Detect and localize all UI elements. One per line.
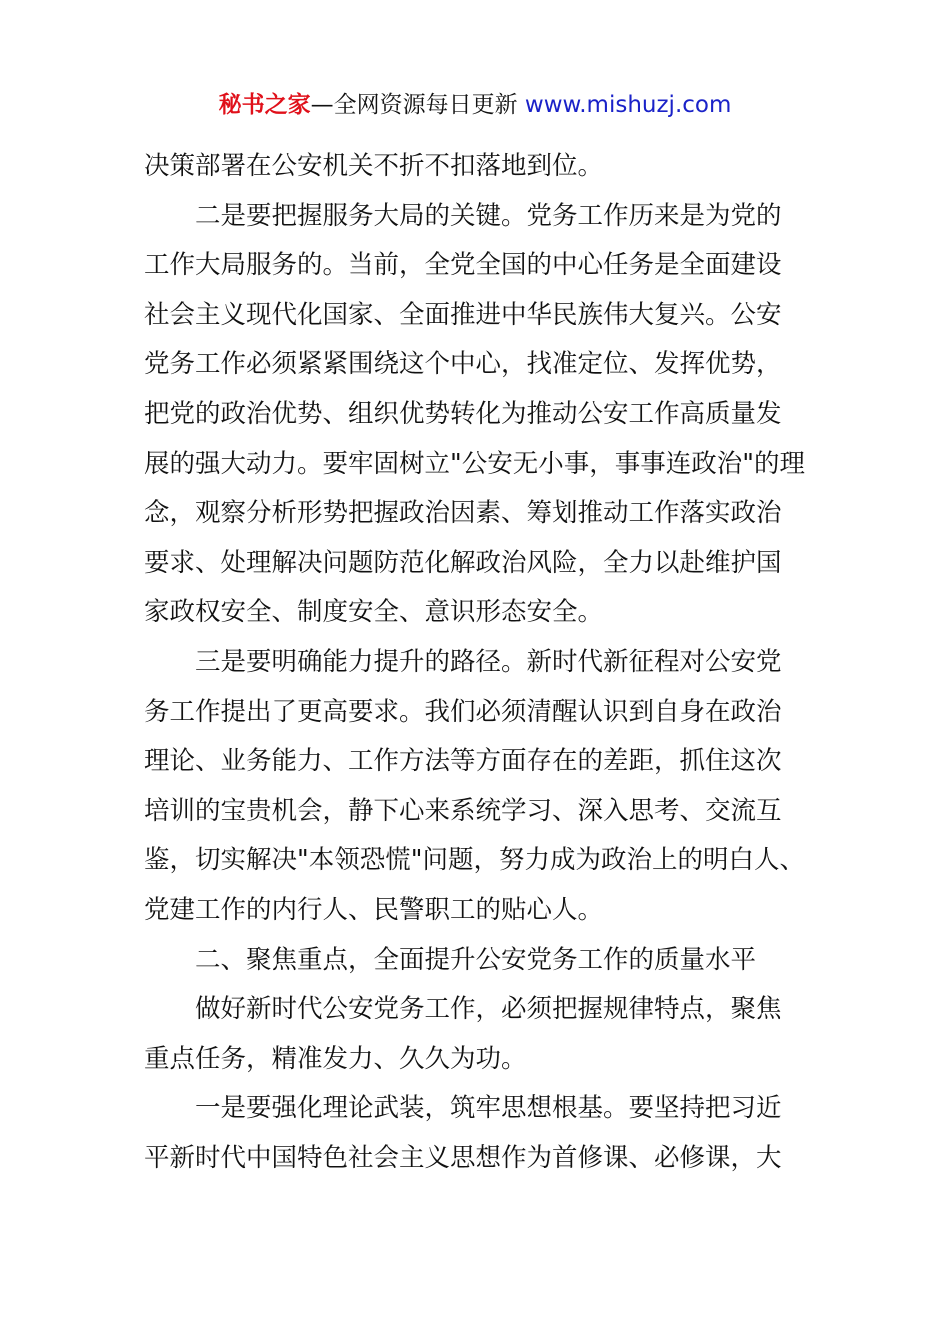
- text-line: 要求、处理解决问题防范化解政治风险，全力以赴维护国: [144, 547, 782, 578]
- header-tagline: —全网资源每日更新: [310, 92, 525, 118]
- text-line: 家政权安全、制度安全、意识形态安全。: [144, 597, 604, 628]
- document-body: [144, 146, 810, 1187]
- text-line: 社会主义现代化国家、全面推进中华民族伟大复兴。公安: [144, 299, 782, 330]
- document-header: [0, 88, 950, 122]
- text-line: 一是要强化理论武装，筑牢思想根基。要坚持把习近: [195, 1093, 782, 1124]
- text-line: 务工作提出了更高要求。我们必须清醒认识到自身在政治: [144, 696, 782, 727]
- text-line: 把党的政治优势、组织优势转化为推动公安工作高质量发: [144, 398, 782, 429]
- header-url: www.mishuzj.com: [524, 92, 732, 118]
- text-line: 工作大局服务的。当前，全党全国的中心任务是全面建设: [144, 250, 782, 281]
- text-line: 做好新时代公安党务工作，必须把握规律特点，聚焦: [195, 994, 782, 1025]
- text-line: 展的强大动力。要牢固树立"公安无小事，事事连政治"的理: [144, 448, 805, 479]
- text-line: 培训的宝贵机会，静下心来系统学习、深入思考、交流互: [144, 795, 782, 826]
- text-line: 理论、业务能力、工作方法等方面存在的差距，抓住这次: [144, 746, 782, 777]
- text-line: 三是要明确能力提升的路径。新时代新征程对公安党: [195, 646, 782, 677]
- brand-name: 秘书之家: [218, 92, 311, 118]
- text-line: 二是要把握服务大局的关键。党务工作历来是为党的: [195, 200, 782, 231]
- text-line: 重点任务，精准发力、久久为功。: [144, 1043, 527, 1074]
- text-line: 念，观察分析形势把握政治因素、筹划推动工作落实政治: [144, 498, 782, 529]
- text-line: 党建工作的内行人、民警职工的贴心人。: [144, 894, 604, 925]
- text-line: 平新时代中国特色社会主义思想作为首修课、必修课，大: [144, 1142, 782, 1173]
- section-heading: 二、聚焦重点，全面提升公安党务工作的质量水平: [195, 944, 757, 975]
- text-line: 党务工作必须紧紧围绕这个中心，找准定位、发挥优势，: [144, 349, 782, 380]
- text-line: 决策部署在公安机关不折不扣落地到位。: [144, 151, 604, 181]
- text-line: 鉴，切实解决"本领恐慌"问题，努力成为政治上的明白人、: [144, 845, 805, 876]
